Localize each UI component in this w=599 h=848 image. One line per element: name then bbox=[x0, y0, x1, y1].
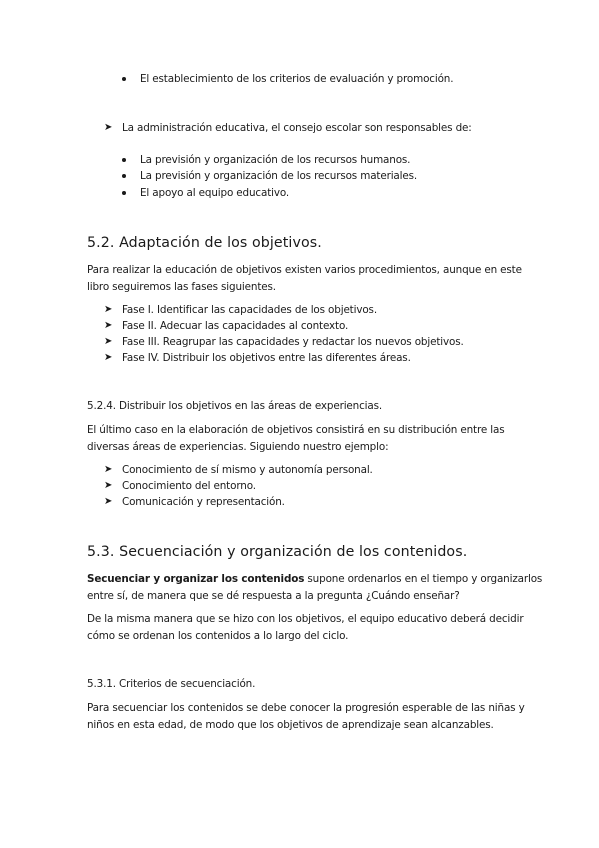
list-item: El apoyo al equipo educativo. bbox=[140, 187, 290, 199]
list-item: La previsión y organización de los recursos humanos. bbox=[140, 154, 411, 166]
section-heading: 5.2. Adaptación de los objetivos. bbox=[87, 235, 322, 251]
arrow-bullet-icon: ➤ bbox=[104, 304, 113, 315]
admin-text: La administración educativa, el consejo escolar son responsables de: bbox=[122, 122, 472, 134]
bullet-dot-icon bbox=[122, 174, 126, 178]
arrow-bullet-icon: ➤ bbox=[104, 352, 113, 363]
subsection-heading: 5.2.4. Distribuir los objetivos en las áreas de experiencias. bbox=[87, 400, 383, 412]
paragraph bbox=[87, 422, 512, 455]
arrow-bullet-icon: ➤ bbox=[104, 480, 113, 491]
paragraph-line: El último caso en la elaboración de objetivos consistirá en su distribución entre las bbox=[87, 424, 505, 436]
paragraph-line: cómo se ordenan los contenidos a lo largo del ciclo. bbox=[87, 629, 349, 642]
arrow-bullet-icon: ➤ bbox=[104, 122, 113, 133]
list-item: Comunicación y representación. bbox=[122, 496, 285, 508]
paragraph-line: niños en esta edad, de modo que los objetivos de aprendizaje sean alcanzables. bbox=[87, 718, 494, 731]
list-item: Fase III. Reagrupar las capacidades y redactar los nuevos objetivos. bbox=[122, 336, 464, 348]
list-item: Fase IV. Distribuir los objetivos entre las diferentes áreas. bbox=[122, 352, 411, 364]
paragraph-line: entre sí, de manera que se dé respuesta a la pregunta ¿Cuándo enseñar? bbox=[87, 589, 460, 602]
list-item: La previsión y organización de los recursos materiales. bbox=[140, 170, 418, 182]
arrow-bullet-icon: ➤ bbox=[104, 336, 113, 347]
paragraph bbox=[87, 611, 524, 644]
paragraph bbox=[87, 262, 522, 295]
section-heading: 5.3. Secuenciación y organización de los contenidos. bbox=[87, 544, 468, 560]
text-run: supone ordenarlos en el tiempo y organizarlos bbox=[304, 573, 543, 585]
bullet-dot-icon bbox=[122, 158, 126, 162]
list-item: Fase II. Adecuar las capacidades al contexto. bbox=[122, 320, 349, 332]
bullet-dot-icon bbox=[122, 191, 126, 195]
arrow-bullet-icon: ➤ bbox=[104, 464, 113, 475]
arrow-bullet-icon: ➤ bbox=[104, 496, 113, 507]
paragraph-line bbox=[87, 571, 543, 588]
list-item: Fase I. Identificar las capacidades de los objetivos. bbox=[122, 304, 377, 316]
subsection-heading: 5.3.1. Criterios de secuenciación. bbox=[87, 678, 256, 690]
paragraph-line: libro seguiremos las fases siguientes. bbox=[87, 280, 276, 293]
list-item: Conocimiento de sí mismo y autonomía personal. bbox=[122, 464, 373, 476]
bullet-dot-icon bbox=[122, 77, 126, 81]
bold-phrase: Secuenciar y organizar los contenidos bbox=[87, 573, 305, 585]
arrow-bullet-icon: ➤ bbox=[104, 320, 113, 331]
paragraph-line: diversas áreas de experiencias. Siguiendo nuestro ejemplo: bbox=[87, 440, 389, 453]
paragraph-line: Para realizar la educación de objetivos existen varios procedimientos, aunque en este bbox=[87, 264, 522, 276]
list-item: El establecimiento de los criterios de evaluación y promoción. bbox=[140, 73, 454, 85]
paragraph bbox=[87, 571, 543, 604]
paragraph-line: Para secuenciar los contenidos se debe conocer la progresión esperable de las niñas y bbox=[87, 702, 525, 714]
list-item: Conocimiento del entorno. bbox=[122, 480, 256, 492]
paragraph bbox=[87, 700, 525, 733]
paragraph-line: De la misma manera que se hizo con los objetivos, el equipo educativo deberá decidir bbox=[87, 613, 524, 625]
